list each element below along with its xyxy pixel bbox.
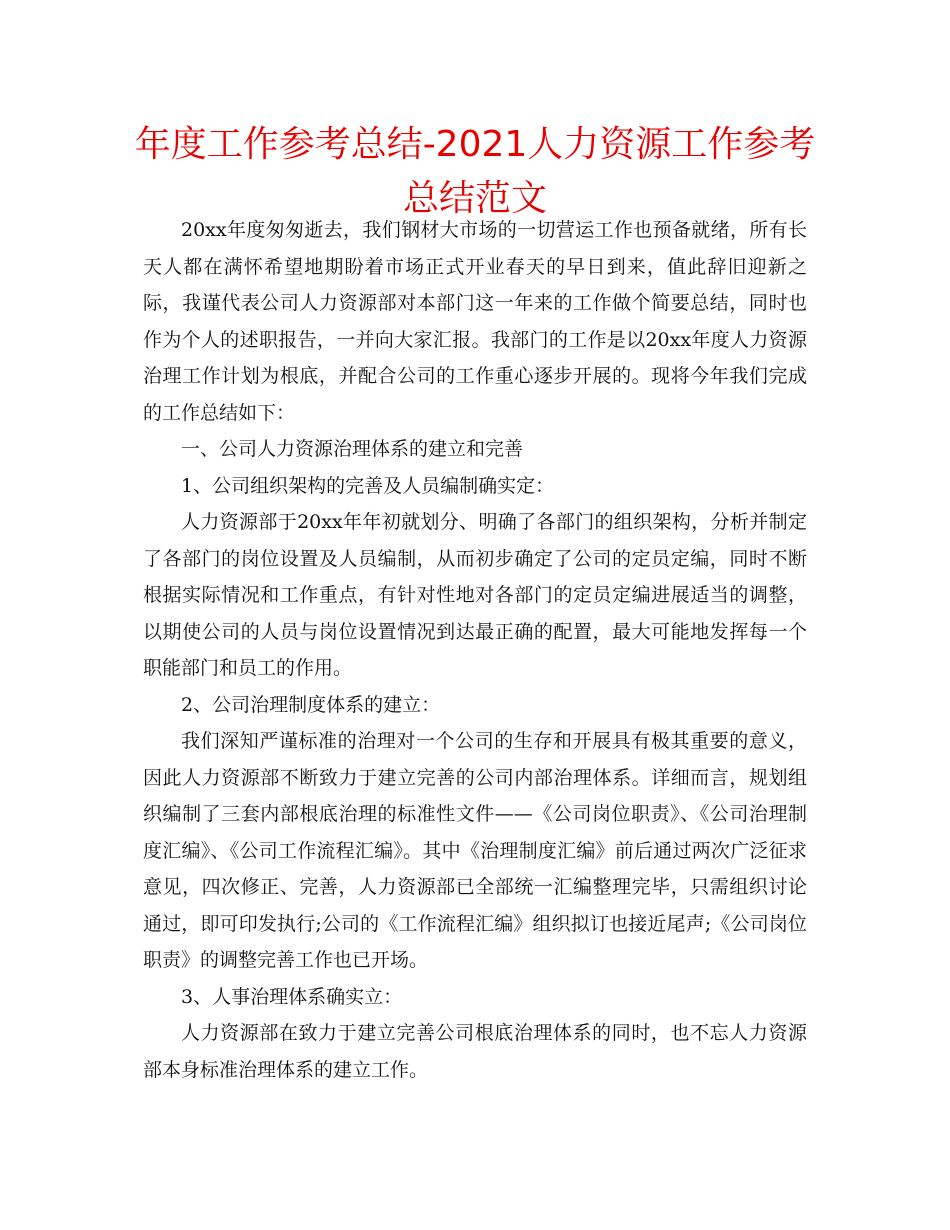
document-body [143, 212, 807, 1088]
subheading-2: 2、公司治理制度体系的建立： [181, 693, 441, 716]
subheading-3: 3、人事治理体系确实立： [181, 985, 403, 1008]
paragraph-org-structure: 人力资源部于20xx年年初就划分、明确了各部门的组织架构，分析并制定了各部门的岗位设置及人员编制，从而初步确定了公司的定员定编，同时不断根据实际情况和工作重点，有针对性地对各部门的定员定编进展适当的调整，以期使公司的人员与岗位设置情况到达最正确的配置，最大可能地发挥每一个职能部门和员工的作用。 [143, 511, 807, 679]
paragraph-management-system: 我们深知严谨标准的治理对一个公司的生存和开展具有极其重要的意义，因此人力资源部不断致力于建立完善的公司内部治理体系。详细而言，规划组织编制了三套内部根底治理的标准性文件——《公司岗位职责》、《公司治理制度汇编》、《公司工作流程汇编》。其中《治理制度汇编》前后通过两次广泛征求意见，四次修正、完善，人力资源部已全部统一汇编整理完毕，只需组织讨论通过，即可印发执行;公司的《工作流程汇编》组织拟订也接近尾声;《公司岗位职责》的调整完善工作也已开场。 [143, 730, 807, 971]
paragraph-intro: 20xx年度匆匆逝去，我们钢材大市场的一切营运工作也预备就绪，所有长天人都在满怀希望地期盼着市场正式开业春天的早日到来，值此辞旧迎新之际，我谨代表公司人力资源部对本部门这一年来的工作做个简要总结，同时也作为个人的述职报告，一并向大家汇报。我部门的工作是以20xx年度人力资源治理工作计划为根底，并配合公司的工作重心逐步开展的。现将今年我们完成的工作总结如下： [143, 219, 807, 424]
paragraph-hr-system: 人力资源部在致力于建立完善公司根底治理体系的同时，也不忘人力资源部本身标准治理体系的建立工作。 [143, 1022, 807, 1081]
document-title: 年度工作参考总结-2021人力资源工作参考总结范文 [134, 124, 816, 219]
subheading-1: 1、公司组织架构的完善及人员编制确实定： [181, 474, 555, 497]
heading-section-1: 一、公司人力资源治理体系的建立和完善 [181, 438, 524, 460]
